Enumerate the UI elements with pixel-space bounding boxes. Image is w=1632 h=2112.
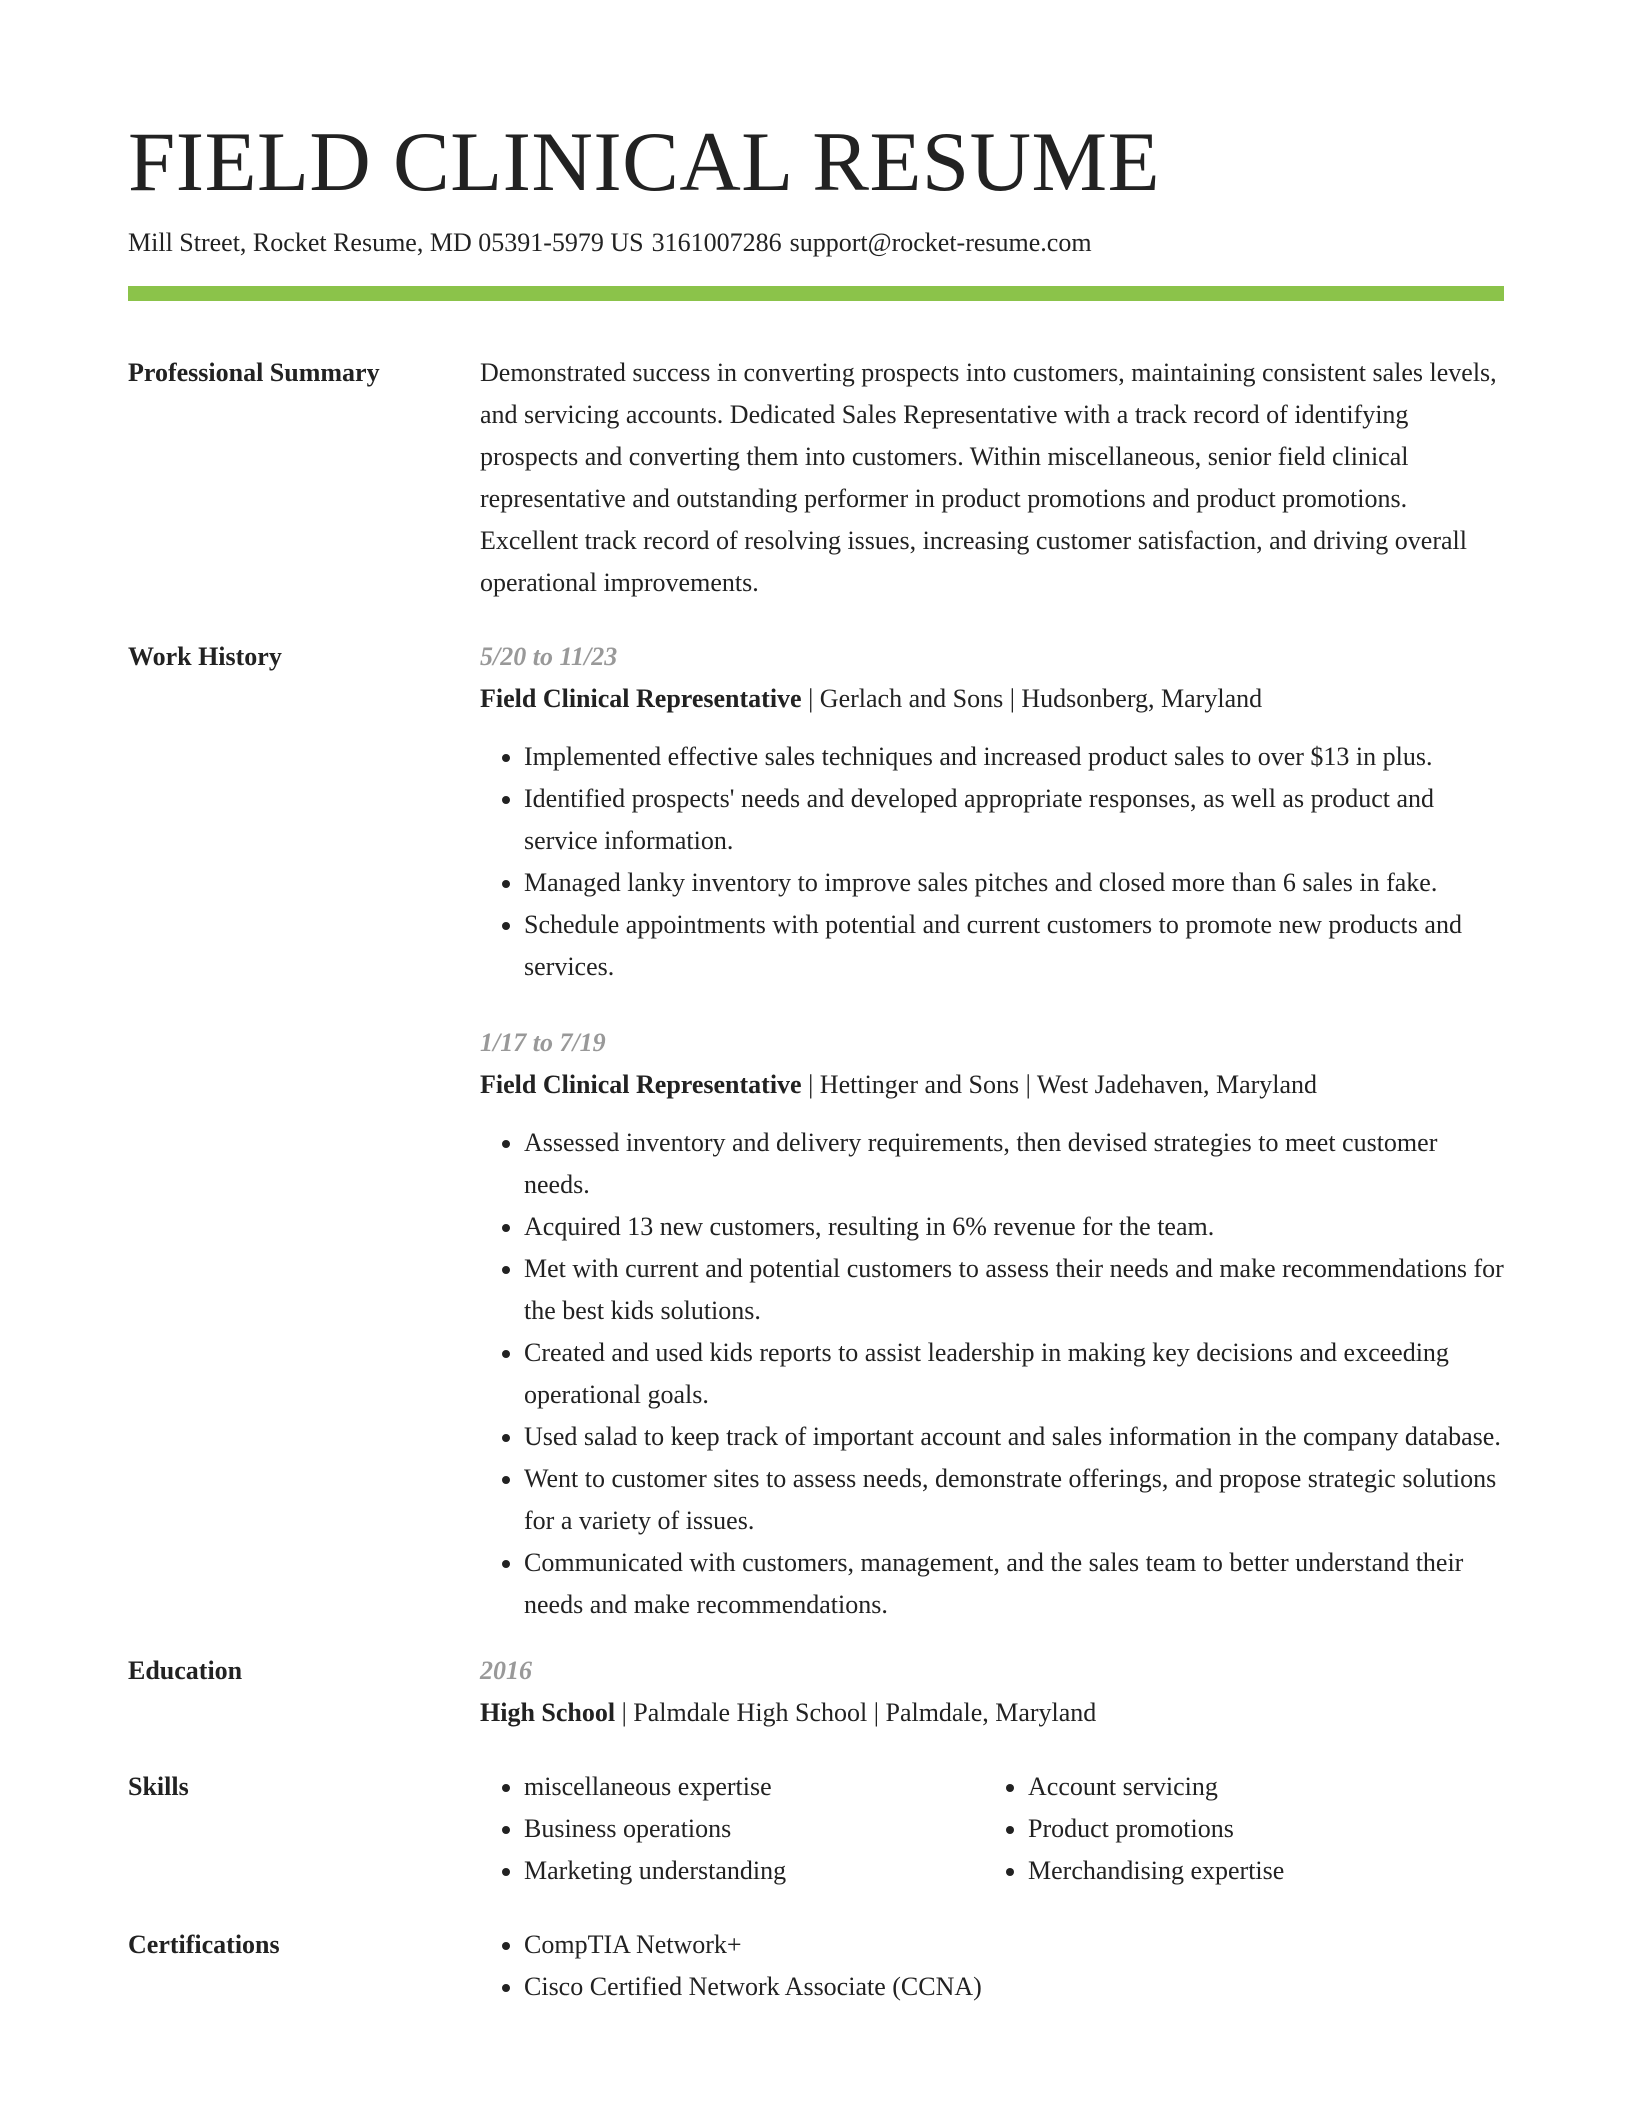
resume-header xyxy=(128,115,1504,258)
certifications-section xyxy=(128,1924,1504,2008)
list-item: • Product promotions xyxy=(1028,1808,1488,1850)
section-label-work-history: Work History xyxy=(128,642,282,671)
list-item: • Business operations xyxy=(524,1808,984,1850)
skills-column-right xyxy=(984,1766,1488,1892)
section-label-certifications: Certifications xyxy=(128,1930,280,1959)
contact-phone: 3161007286 xyxy=(651,228,782,258)
work-history-section xyxy=(128,636,1504,1626)
job-title: Field Clinical Representative xyxy=(480,684,802,713)
list-item: • Implemented effective sales techniques and increased product sales to over $13 in plus. xyxy=(524,736,1504,778)
skills-column-left xyxy=(480,1766,984,1892)
list-item: • Managed lanky inventory to improve sales pitches and closed more than 6 sales in fake. xyxy=(524,862,1504,904)
job-bullets xyxy=(480,1122,1504,1626)
contact-address: Mill Street, Rocket Resume, MD 05391-5979 US xyxy=(128,228,644,258)
list-item: • Went to customer sites to assess needs, demonstrate offerings, and propose strategic solutions for a variety of issues. xyxy=(524,1458,1504,1542)
job-details: | Gerlach and Sons | Hudsonberg, Maryland xyxy=(801,684,1263,713)
section-label-education: Education xyxy=(128,1656,243,1685)
summary-section xyxy=(128,352,1504,604)
contact-email: support@rocket-resume.com xyxy=(789,228,1092,258)
job-entry xyxy=(480,1022,1504,1626)
list-item: • Communicated with customers, management, and the sales team to better understand their needs and make recommendations. xyxy=(524,1542,1504,1626)
job-entry xyxy=(480,636,1504,988)
job-title-line xyxy=(480,1064,1504,1106)
list-item: • Met with current and potential customers to assess their needs and make recommendations for the best kids solutions. xyxy=(524,1248,1504,1332)
resume-body xyxy=(128,352,1504,2008)
section-label-summary: Professional Summary xyxy=(128,358,380,387)
education-details: | Palmdale High School | Palmdale, Maryland xyxy=(615,1698,1097,1727)
job-title-line xyxy=(480,678,1504,720)
list-item: • Created and used kids reports to assist leadership in making key decisions and exceeding operational goals. xyxy=(524,1332,1504,1416)
list-item: • Account servicing xyxy=(1028,1766,1488,1808)
section-label-skills: Skills xyxy=(128,1772,189,1801)
list-item: • Marketing understanding xyxy=(524,1850,984,1892)
job-bullets xyxy=(480,736,1504,988)
list-item: • Assessed inventory and delivery requirements, then devised strategies to meet customer needs. xyxy=(524,1122,1504,1206)
education-degree: High School xyxy=(480,1698,616,1727)
job-title: Field Clinical Representative xyxy=(480,1070,802,1099)
list-item: • Identified prospects' needs and developed appropriate responses, as well as product and service information. xyxy=(524,778,1504,862)
list-item: • Acquired 13 new customers, resulting in 6% revenue for the team. xyxy=(524,1206,1504,1248)
list-item: • CompTIA Network+ xyxy=(524,1924,1504,1966)
list-item: • miscellaneous expertise xyxy=(524,1766,984,1808)
list-item: • Schedule appointments with potential and current customers to promote new products and services. xyxy=(524,904,1504,988)
list-item: • Cisco Certified Network Associate (CCNA) xyxy=(524,1966,1504,2008)
skills-grid xyxy=(480,1766,1504,1892)
resume-title: FIELD CLINICAL RESUME xyxy=(128,115,1161,209)
job-details: | Hettinger and Sons | West Jadehaven, Maryland xyxy=(801,1070,1318,1099)
job-dates: 1/17 to 7/19 xyxy=(480,1028,606,1057)
education-year: 2016 xyxy=(480,1656,532,1685)
education-section xyxy=(128,1650,1504,1734)
list-item: • Merchandising expertise xyxy=(1028,1850,1488,1892)
job-dates: 5/20 to 11/23 xyxy=(480,642,618,671)
header-divider xyxy=(128,286,1504,301)
summary-text: Demonstrated success in converting prospects into customers, maintaining consistent sales levels, and servicing accounts. Dedicated Sales Representative with a track record of identifying prospects and converting them into customers. Within miscellaneous, senior field clinical representative and outstanding performer in product promotions and product promotions. Excellent track record of resolving issues, increasing customer satisfaction, and driving overall operational improvements. xyxy=(480,358,1497,597)
education-line xyxy=(480,1692,1504,1734)
list-item: • Used salad to keep track of important account and sales information in the company database. xyxy=(524,1416,1504,1458)
contact-line xyxy=(128,227,1504,258)
skills-section xyxy=(128,1766,1504,1892)
certifications-list xyxy=(480,1924,1504,2008)
